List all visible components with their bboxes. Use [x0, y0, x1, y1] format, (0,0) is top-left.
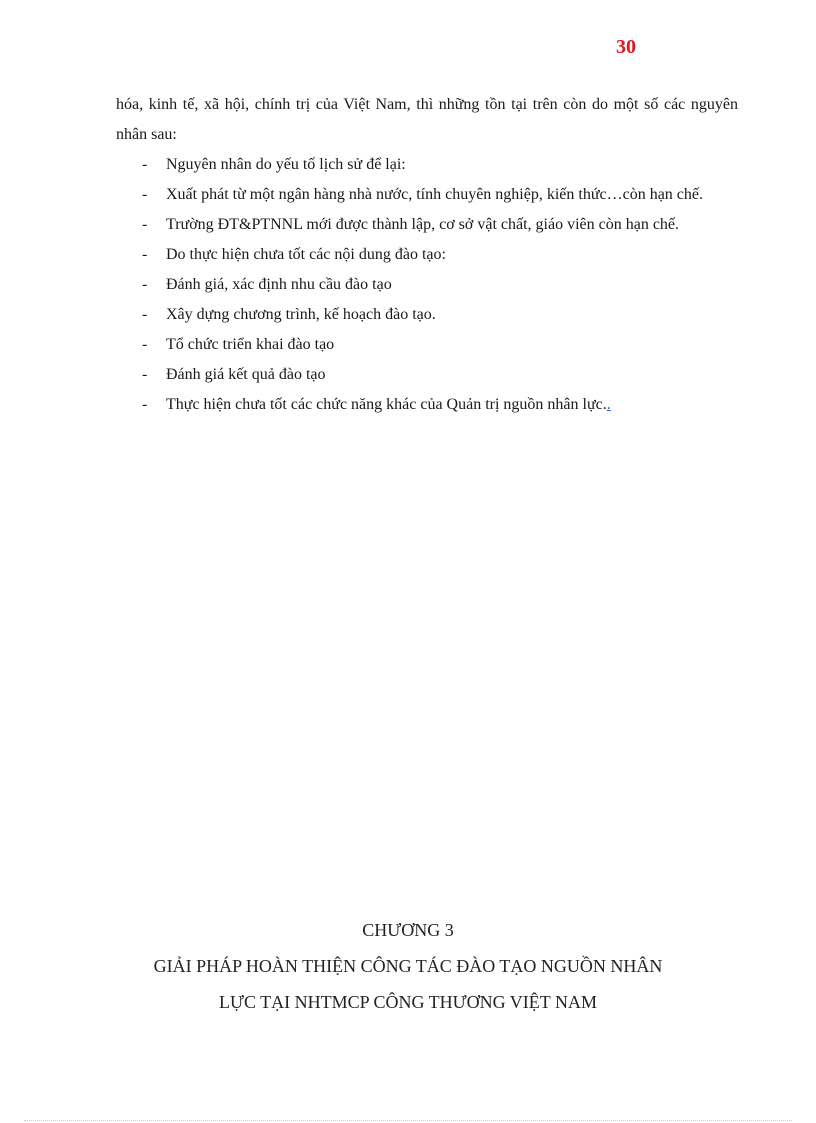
bullet-dash: - [142, 246, 148, 263]
bullet-dash: - [142, 216, 148, 233]
list-item [116, 150, 738, 180]
bullet-dash: - [142, 366, 148, 383]
bullet-dash: - [142, 156, 148, 173]
list-item-text: Đánh giá kết quả đào tạo [166, 366, 326, 383]
trailing-link[interactable]: . [606, 396, 611, 413]
list-item [116, 210, 738, 240]
list-item [116, 300, 738, 330]
bullet-dash: - [142, 276, 148, 293]
list-item-text: Tổ chức triển khai đào tạo [166, 336, 335, 353]
page-bottom-divider [24, 1120, 792, 1121]
list-item [116, 390, 738, 420]
chapter-title-line-2: LỰC TẠI NHTMCP CÔNG THƯƠNG VIỆT NAM [219, 992, 597, 1012]
list-item [116, 240, 738, 270]
list-item [116, 360, 738, 390]
list-item-text: Thực hiện chưa tốt các chức năng khác của Quản trị nguồn nhân lực. [166, 396, 607, 413]
list-item-text: Xây dựng chương trình, kế hoạch đào tạo. [166, 306, 436, 323]
list-item [116, 330, 738, 360]
bullet-dash: - [142, 306, 148, 323]
list-item-text: Trường ĐT&PTNNL mới được thành lập, cơ sở vật chất, giáo viên còn hạn chế. [166, 216, 680, 233]
chapter-title-line-1: GIẢI PHÁP HOÀN THIỆN CÔNG TÁC ĐÀO TẠO NGUỒN NHÂN [153, 956, 663, 976]
list-item-text: Đánh giá, xác định nhu cầu đào tạo [166, 276, 392, 293]
bullet-dash: - [142, 396, 148, 413]
bullet-dash: - [142, 186, 148, 203]
bullet-dash: - [142, 336, 148, 353]
list-item [116, 270, 738, 300]
intro-paragraph: hóa, kinh tế, xã hội, chính trị của Việt Nam, thì những tồn tại trên còn do một số các nguyên nhân sau: [116, 96, 738, 143]
cause-list [116, 150, 738, 420]
page-number: 30 [616, 36, 636, 58]
list-item-text: Nguyên nhân do yếu tố lịch sử để lại: [166, 156, 406, 173]
chapter-label: CHƯƠNG 3 [362, 920, 454, 940]
list-item-text: Xuất phát từ một ngân hàng nhà nước, tính chuyên nghiệp, kiến thức…còn hạn chế. [166, 186, 704, 203]
list-item [116, 180, 738, 210]
chapter-heading [0, 912, 816, 1020]
list-item-text: Do thực hiện chưa tốt các nội dung đào tạo: [166, 246, 446, 263]
body-text [116, 90, 738, 420]
